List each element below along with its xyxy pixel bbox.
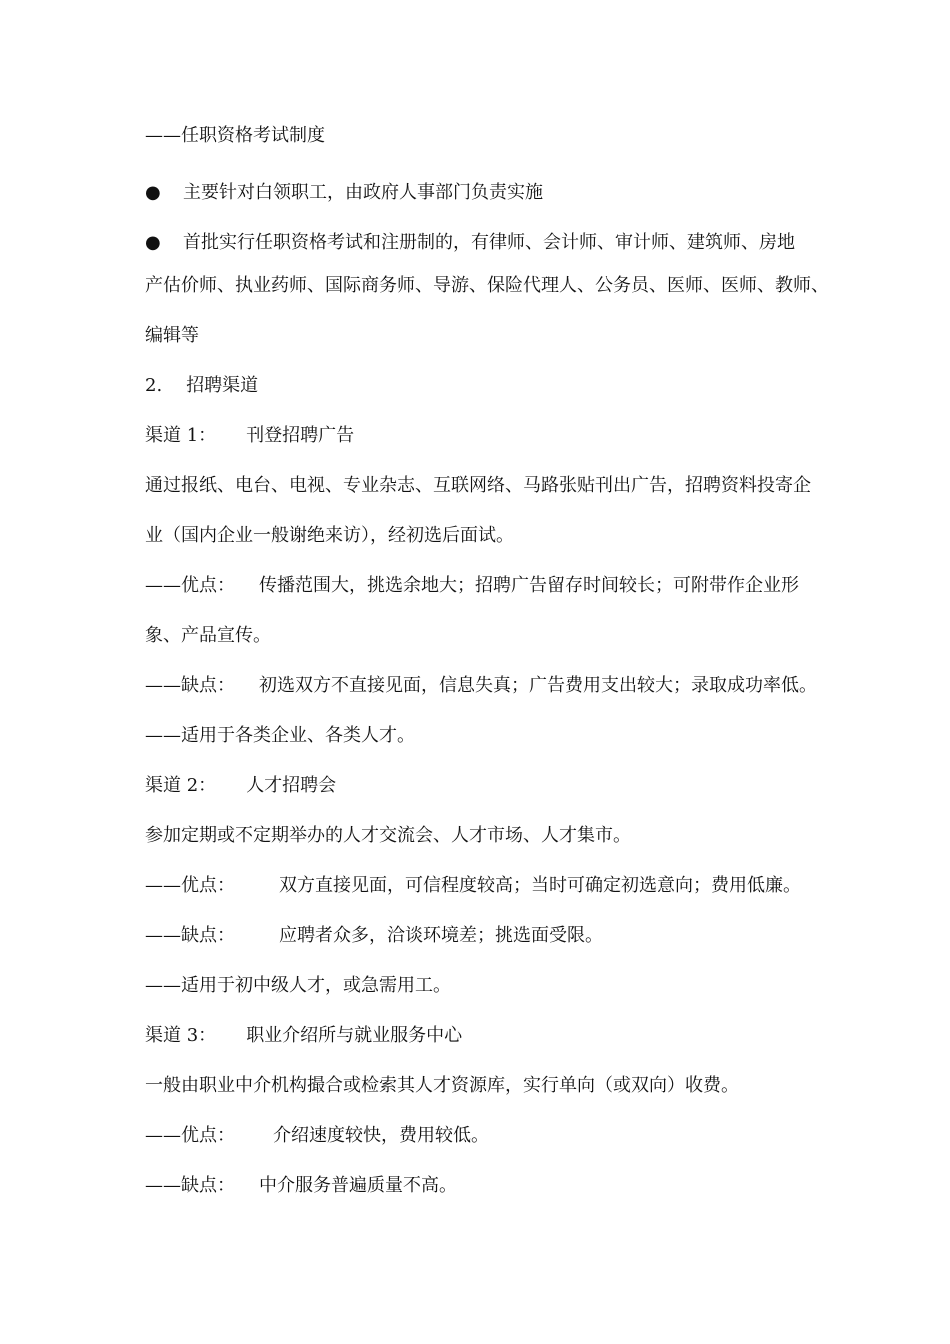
disadvantage-line (145, 1168, 825, 1218)
paragraph-text: 象、产品宣传。 (145, 625, 271, 646)
advantage-line (145, 568, 825, 618)
channel-label: 渠道 2： (145, 775, 217, 796)
channel-heading (145, 768, 825, 818)
channel-label: 渠道 3： (145, 1025, 217, 1046)
bullet-icon: ● (145, 182, 161, 203)
section-heading: ——任职资格考试制度 (145, 125, 325, 146)
paragraph-text: 业（国内企业一般谢绝来访），经初选后面试。 (145, 525, 514, 546)
paragraph-line (145, 818, 825, 868)
disadvantage-label: ——缺点： (145, 675, 235, 696)
advantage-text: 介绍速度较快，费用较低。 (273, 1125, 489, 1146)
bullet-icon: ● (145, 232, 161, 253)
paragraph-line (145, 318, 825, 368)
paragraph-line (145, 468, 825, 518)
bullet-item (145, 218, 825, 268)
channel-label: 渠道 1： (145, 425, 217, 446)
paragraph-text: 编辑等 (145, 325, 199, 346)
applicability-line (145, 968, 825, 1018)
channel-title: 人才招聘会 (246, 775, 337, 796)
disadvantage-text: 应聘者众多，洽谈环境差；挑选面受限。 (279, 925, 603, 946)
channel-title: 职业介绍所与就业服务中心 (246, 1025, 463, 1046)
paragraph-text: 产估价师、执业药师、国际商务师、导游、保险代理人、公务员、医师、医师、教师、 (145, 275, 829, 296)
channel-heading (145, 1018, 825, 1068)
section-heading-line (145, 368, 825, 418)
advantage-label: ——优点： (145, 875, 235, 896)
section-number: 2. (145, 375, 163, 396)
disadvantage-label: ——缺点： (145, 1175, 235, 1196)
paragraph-text: 参加定期或不定期举办的人才交流会、人才市场、人才集市。 (145, 825, 631, 846)
advantage-line (145, 868, 825, 918)
bullet-text: 主要针对白领职工，由政府人事部门负责实施 (183, 182, 543, 203)
disadvantage-line (145, 918, 825, 968)
paragraph-text: 一般由职业中介机构撮合或检索其人才资源库，实行单向（或双向）收费。 (145, 1075, 739, 1096)
paragraph-line (145, 518, 825, 568)
advantage-line (145, 1118, 825, 1168)
paragraph-line (145, 618, 825, 668)
bullet-text: 首批实行任职资格考试和注册制的，有律师、会计师、审计师、建筑师、房地 (183, 232, 795, 253)
bullet-item (145, 168, 825, 218)
channel-heading (145, 418, 825, 468)
paragraph-line (145, 118, 825, 168)
advantage-label: ——优点： (145, 575, 235, 596)
advantage-label: ——优点： (145, 1125, 235, 1146)
applicability-line (145, 718, 825, 768)
disadvantage-line (145, 668, 825, 718)
applicability-text: ——适用于各类企业、各类人才。 (145, 725, 415, 746)
section-title: 招聘渠道 (186, 375, 259, 396)
paragraph-text: 通过报纸、电台、电视、专业杂志、互联网络、马路张贴刊出广告，招聘资料投寄企 (145, 475, 811, 496)
disadvantage-text: 中介服务普遍质量不高。 (259, 1175, 457, 1196)
paragraph-line (145, 1068, 825, 1118)
document-body (145, 118, 829, 1218)
applicability-text: ——适用于初中级人才，或急需用工。 (145, 975, 451, 996)
disadvantage-label: ——缺点： (145, 925, 235, 946)
disadvantage-text: 初选双方不直接见面，信息失真；广告费用支出较大；录取成功率低。 (259, 675, 817, 696)
channel-title: 刊登招聘广告 (246, 425, 355, 446)
advantage-text: 传播范围大，挑选余地大；招聘广告留存时间较长；可附带作企业形 (259, 575, 799, 596)
paragraph-line (145, 268, 829, 318)
advantage-text: 双方直接见面，可信程度较高；当时可确定初选意向；费用低廉。 (279, 875, 801, 896)
